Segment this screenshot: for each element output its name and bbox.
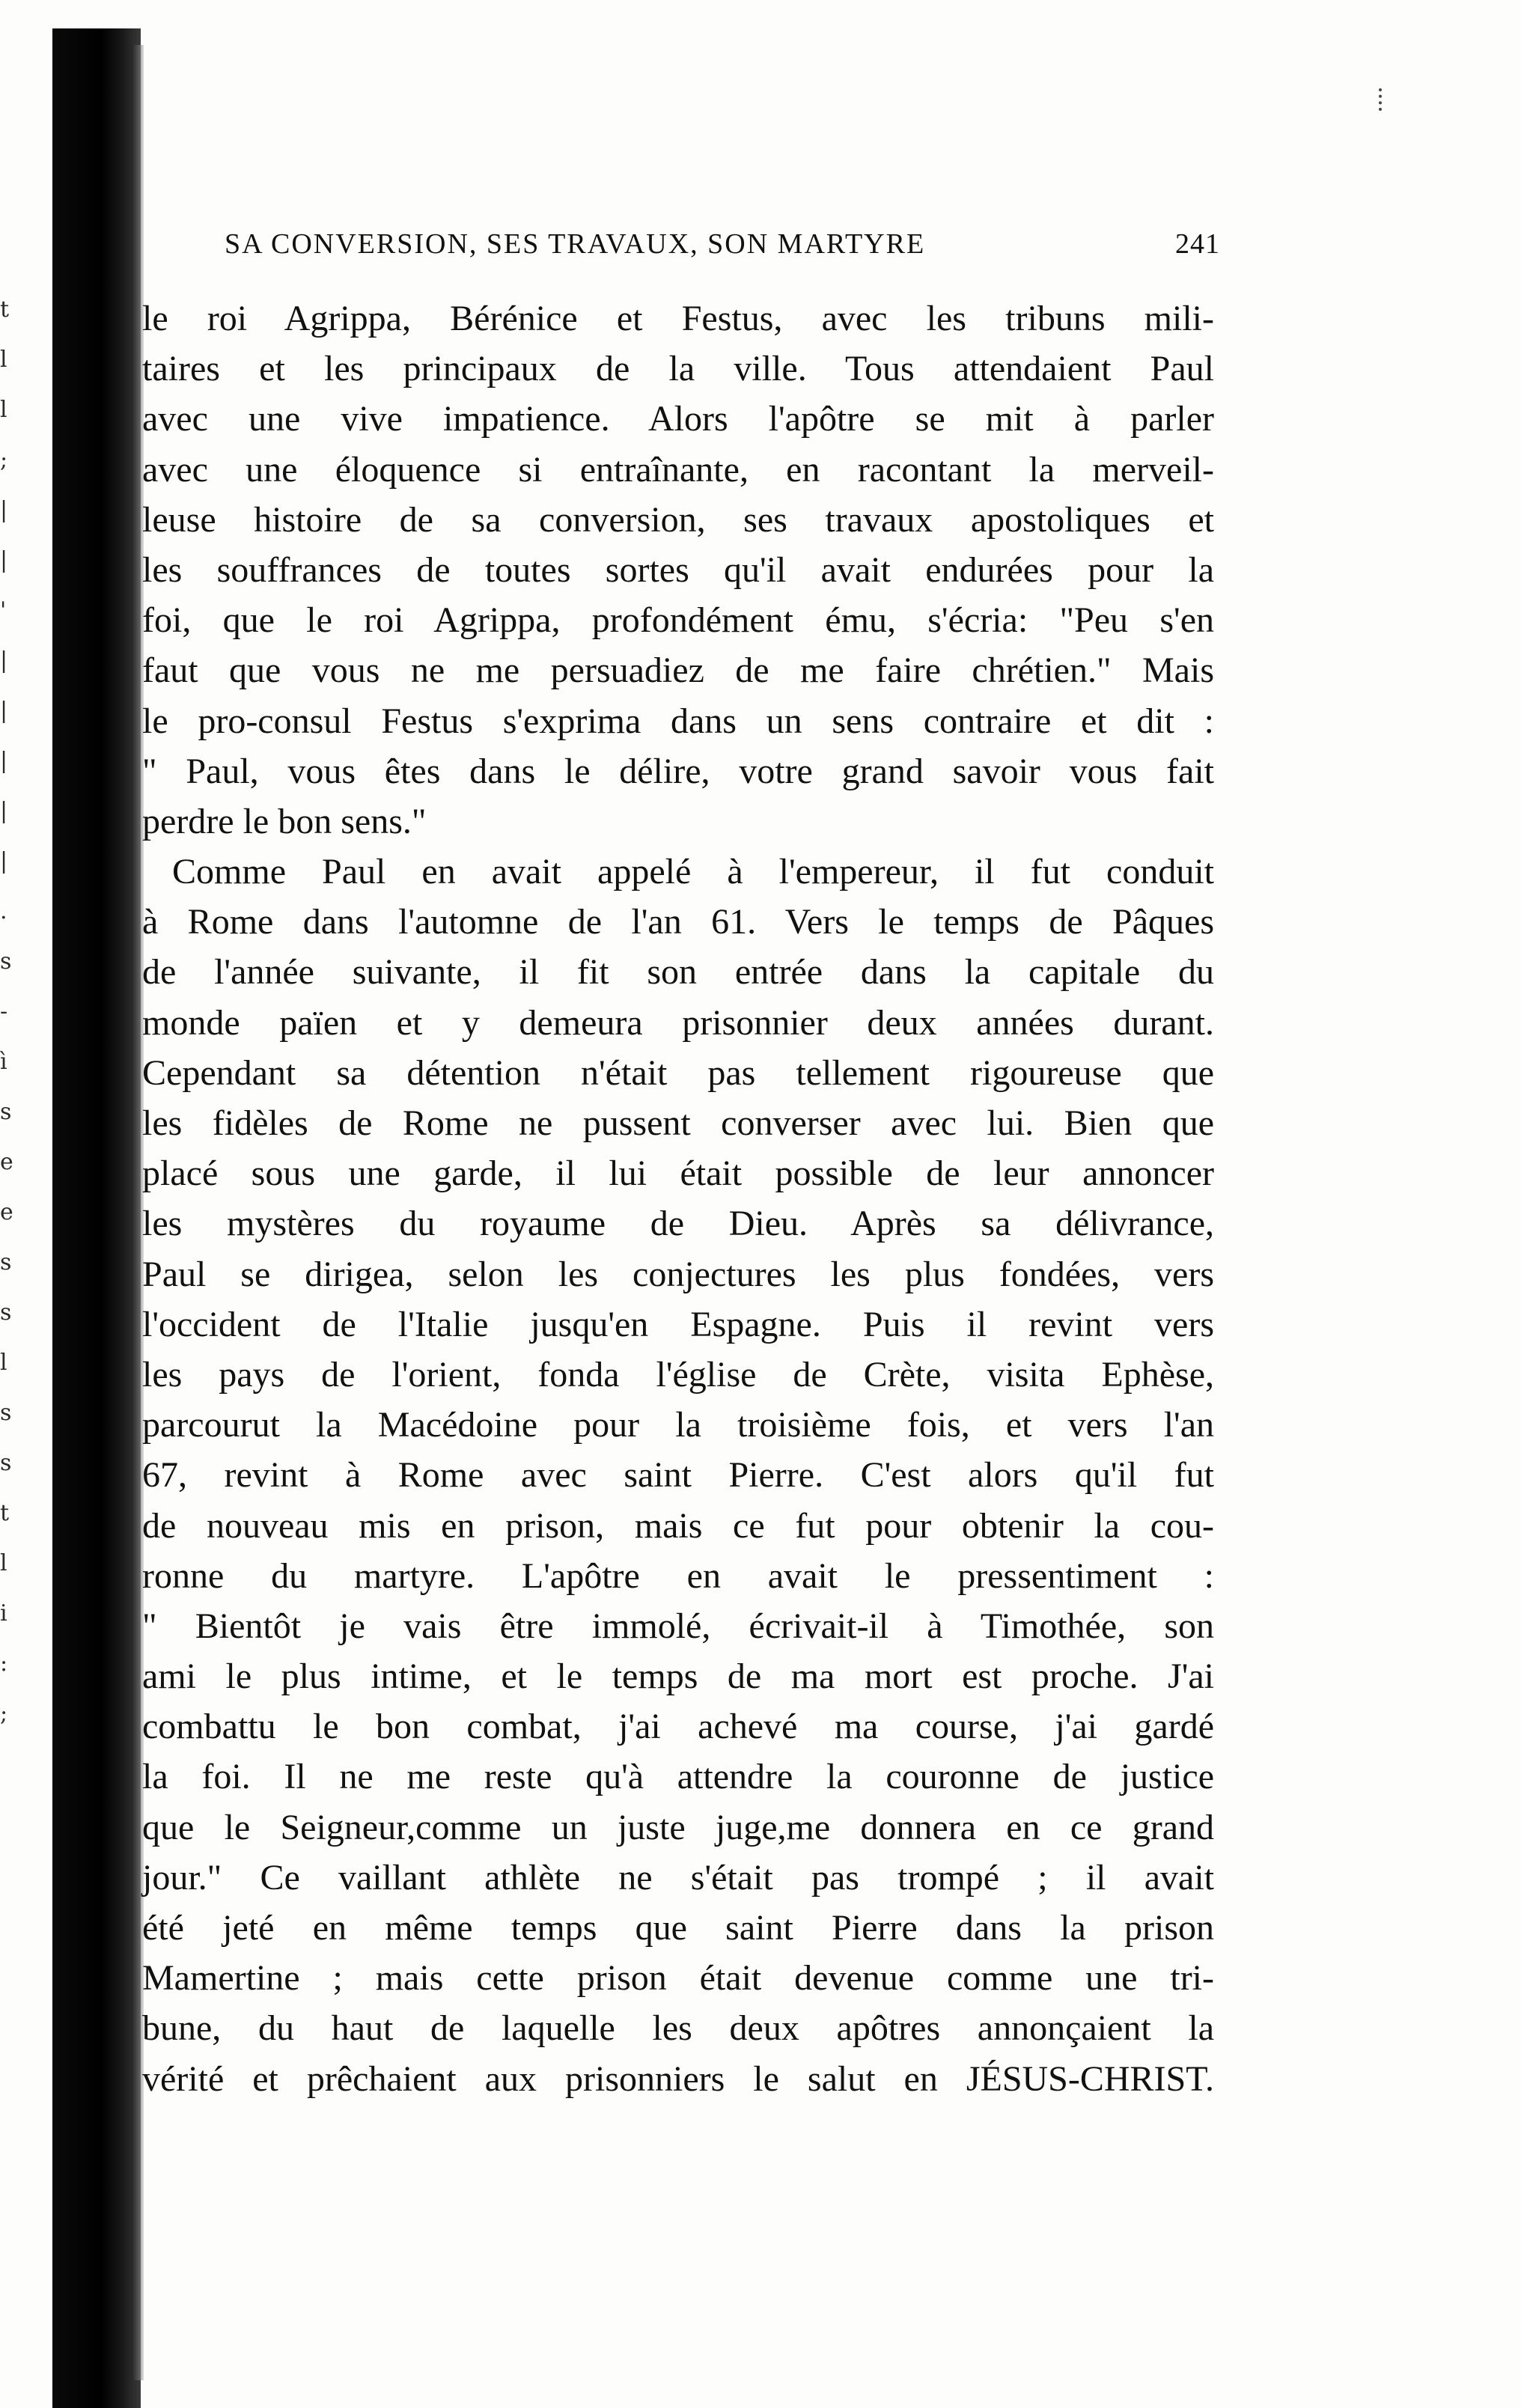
text-line: la foi. Il ne me reste qu'à attendre la couronne de justice	[142, 1757, 1214, 1797]
text-line: que le Seigneur,comme un juste juge,me donnera en ce grand	[142, 1807, 1214, 1847]
bleed-mark: e	[0, 1149, 13, 1175]
text-line: à Rome dans l'automne de l'an 61. Vers le temps de Pâques	[142, 902, 1214, 942]
bleed-mark: t	[0, 1500, 10, 1526]
text-line: parcourut la Macédoine pour la troisième fois, et vers l'an	[142, 1405, 1214, 1445]
bleed-mark: |	[0, 798, 8, 824]
text-line-paragraph-start: Comme Paul en avait appelé à l'empereur, il fut conduit	[172, 852, 1214, 892]
text-line: avec une éloquence si entraînante, en racontant la merveil-	[142, 449, 1214, 490]
bleed-mark: ;	[0, 1701, 8, 1727]
text-line: " Paul, vous êtes dans le délire, votre grand savoir vous fait	[142, 751, 1214, 791]
text-line: les souffrances de toutes sortes qu'il avait endurées pour la	[142, 549, 1214, 590]
text-line: ami le plus intime, et le temps de ma mort est proche. J'ai	[142, 1656, 1214, 1697]
text-line: faut que vous ne me persuadiez de me faire chrétien." Mais	[142, 650, 1214, 691]
bleed-mark: .	[0, 898, 7, 924]
text-line: combattu le bon combat, j'ai achevé ma course, j'ai gardé	[142, 1707, 1214, 1747]
text-line: le roi Agrippa, Bérénice et Festus, avec les tribuns mili-	[142, 299, 1214, 338]
bleed-mark: s	[0, 948, 12, 975]
text-line: placé sous une garde, il lui était possible de leur annoncer	[142, 1153, 1214, 1194]
bleed-mark: l	[0, 1550, 7, 1576]
bleed-mark: |	[0, 848, 8, 874]
text-line: bune, du haut de laquelle les deux apôtres annonçaient la	[142, 2008, 1214, 2049]
text-line: ronne du martyre. L'apôtre en avait le pressentiment :	[142, 1555, 1214, 1596]
binding-gutter	[52, 28, 141, 2408]
text-line: les fidèles de Rome ne pussent converser avec lui. Bien que	[142, 1103, 1214, 1143]
text-line: " Bientôt je vais être immolé, écrivait-il à Timothée, son	[142, 1606, 1214, 1646]
bleed-mark: |	[0, 497, 8, 523]
bleed-mark: s	[0, 1099, 12, 1125]
text-line: avec une vive impatience. Alors l'apôtre se mit à parler	[142, 399, 1214, 439]
text-line: taires et les principaux de la ville. Tous attendaient Paul	[142, 349, 1214, 389]
text-line-paragraph-end: perdre le bon sens."	[142, 801, 427, 841]
bleed-mark: s	[0, 1400, 12, 1426]
text-line: 67, revint à Rome avec saint Pierre. C'est alors qu'il fut	[142, 1455, 1214, 1496]
bleed-mark: l	[0, 397, 7, 423]
text-line: Cependant sa détention n'était pas tellement rigoureuse que	[142, 1052, 1214, 1093]
running-head	[225, 228, 1220, 260]
facing-page-bleed	[0, 284, 30, 1739]
bleed-mark: t	[0, 296, 10, 323]
text-line: l'occident de l'Italie jusqu'en Espagne. Puis il revint vers	[142, 1304, 1214, 1344]
text-line: les pays de l'orient, fonda l'église de Crète, visita Ephèse,	[142, 1354, 1214, 1394]
text-line: leuse histoire de sa conversion, ses travaux apostoliques et	[142, 499, 1214, 540]
text-line: foi, que le roi Agrippa, profondément ému, s'écria: "Peu s'en	[142, 600, 1214, 641]
bleed-mark: s	[0, 1249, 12, 1275]
bleed-mark: |	[0, 647, 8, 674]
text-line: Paul se dirigea, selon les conjectures les plus fondées, vers	[142, 1254, 1214, 1294]
text-line: le pro-consul Festus s'exprima dans un sens contraire et dit :	[142, 701, 1214, 741]
bleed-mark: ì	[0, 1049, 7, 1075]
text-line: monde païen et y demeura prisonnier deux années durant.	[142, 1002, 1214, 1043]
body-text	[142, 293, 1214, 2104]
bleed-mark: |	[0, 748, 8, 774]
bleed-mark: l	[0, 347, 7, 373]
bleed-mark: i	[0, 1600, 7, 1627]
bleed-mark: :	[0, 1650, 8, 1677]
text-line: les mystères du royaume de Dieu. Après sa délivrance,	[142, 1204, 1214, 1244]
bleed-mark: '	[0, 597, 7, 624]
bleed-mark: l	[0, 1350, 7, 1376]
bleed-mark: ;	[0, 447, 8, 473]
running-head-title: SA CONVERSION, SES TRAVAUX, SON MARTYRE	[225, 228, 926, 260]
text-line: vérité et prêchaient aux prisonniers le salut en JÉSUS-CHRIST.	[142, 2058, 1214, 2099]
bleed-mark: s	[0, 1299, 12, 1326]
bleed-mark: -	[0, 999, 8, 1025]
text-line: de nouveau mis en prison, mais ce fut pour obtenir la cou-	[142, 1505, 1214, 1546]
text-line: été jeté en même temps que saint Pierre dans la prison	[142, 1908, 1214, 1948]
text-line: jour." Ce vaillant athlète ne s'était pas trompé ; il avait	[142, 1857, 1214, 1898]
text-line: Mamertine ; mais cette prison était devenue comme une tri-	[142, 1958, 1214, 1999]
page-number: 241	[1175, 228, 1220, 260]
text-line: de l'année suivante, il fit son entrée dans la capitale du	[142, 952, 1214, 993]
bleed-mark: |	[0, 547, 8, 573]
bleed-mark: |	[0, 698, 8, 724]
bleed-mark: s	[0, 1450, 12, 1476]
scan-speck	[1379, 88, 1386, 111]
bleed-mark: e	[0, 1199, 13, 1225]
